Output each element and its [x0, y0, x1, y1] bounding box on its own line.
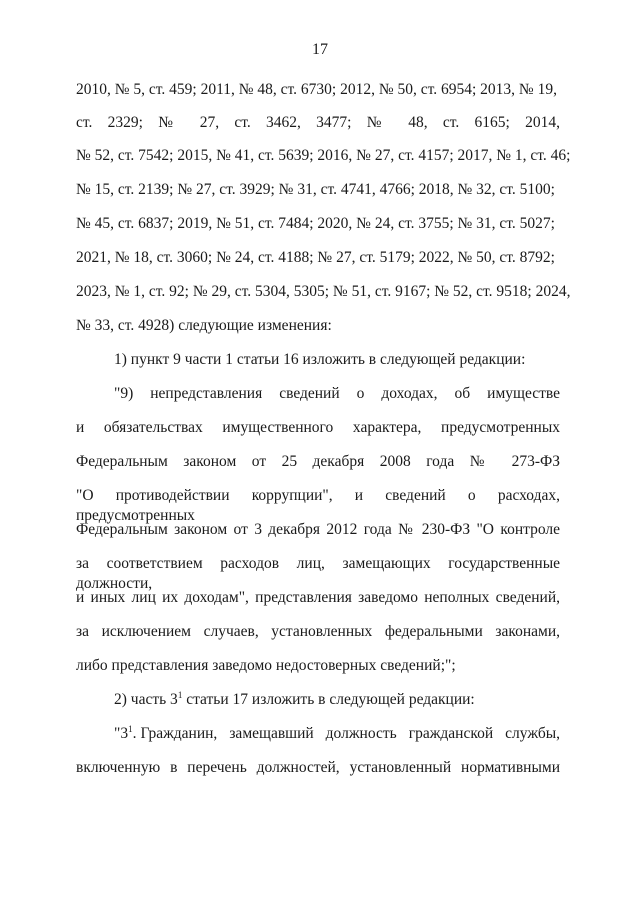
text-line-item	[114, 724, 560, 744]
item-mark	[114, 724, 136, 744]
text-line: ст. 2329; № 27, ст. 3462, 3477; № 48, ст. 6165; 2014,	[76, 114, 560, 131]
text-line: включенную в перечень должностей, установленный нормативными	[76, 759, 560, 776]
text-line: 1) пункт 9 части 1 статьи 16 изложить в следующей редакции:	[114, 351, 526, 368]
part-prefix: 2) часть 3	[114, 691, 178, 708]
page-number: 17	[312, 41, 328, 58]
text-line: Федеральным законом от 25 декабря 2008 года № 273-ФЗ	[76, 453, 560, 470]
text-line: либо представления заведомо недостоверных сведений;";	[76, 657, 456, 674]
text-line: № 33, ст. 4928) следующие изменения:	[76, 317, 332, 334]
item-suffix: .	[132, 725, 137, 742]
item-text: Гражданин, замещавший должность гражданской службы,	[140, 725, 560, 742]
text-line-part	[114, 690, 560, 710]
text-line: № 45, ст. 6837; 2019, № 51, ст. 7484; 2020, № 24, ст. 3755; № 31, ст. 5027;	[76, 215, 555, 232]
text-line: № 52, ст. 7542; 2015, № 41, ст. 5639; 2016, № 27, ст. 4157; 2017, № 1, ст. 46;	[76, 147, 571, 164]
text-line: 2021, № 18, ст. 3060; № 24, ст. 4188; № 27, ст. 5179; 2022, № 50, ст. 8792;	[76, 249, 555, 266]
text-line: "О противодействии коррупции", и сведений о расходах, предусмотренных	[76, 487, 560, 524]
superscript: 1	[177, 690, 183, 700]
part-suffix: статьи 17 изложить в следующей редакции:	[182, 691, 475, 708]
text-line: за исключением случаев, установленных федеральными законами,	[76, 623, 560, 640]
text-line: 2023, № 1, ст. 92; № 29, ст. 5304, 5305; № 51, ст. 9167; № 52, ст. 9518; 2024,	[76, 283, 571, 300]
text-line: № 15, ст. 2139; № 27, ст. 3929; № 31, ст. 4741, 4766; 2018, № 32, ст. 5100;	[76, 181, 555, 198]
text-line: и иных лиц их доходам", представления заведомо неполных сведений,	[76, 589, 560, 606]
text-line: и обязательствах имущественного характера, предусмотренных	[76, 419, 560, 436]
text-line: Федеральным законом от 3 декабря 2012 года № 230-ФЗ "О контроле	[76, 521, 560, 538]
item-prefix: "3	[114, 725, 129, 742]
text-line: за соответствием расходов лиц, замещающих государственные должности,	[76, 555, 560, 592]
superscript: 1	[128, 724, 133, 734]
text-line: "9) непредставления сведений о доходах, об имуществе	[114, 385, 560, 402]
text-line: 2010, № 5, ст. 459; 2011, № 48, ст. 6730; 2012, № 50, ст. 6954; 2013, № 19,	[76, 81, 557, 98]
